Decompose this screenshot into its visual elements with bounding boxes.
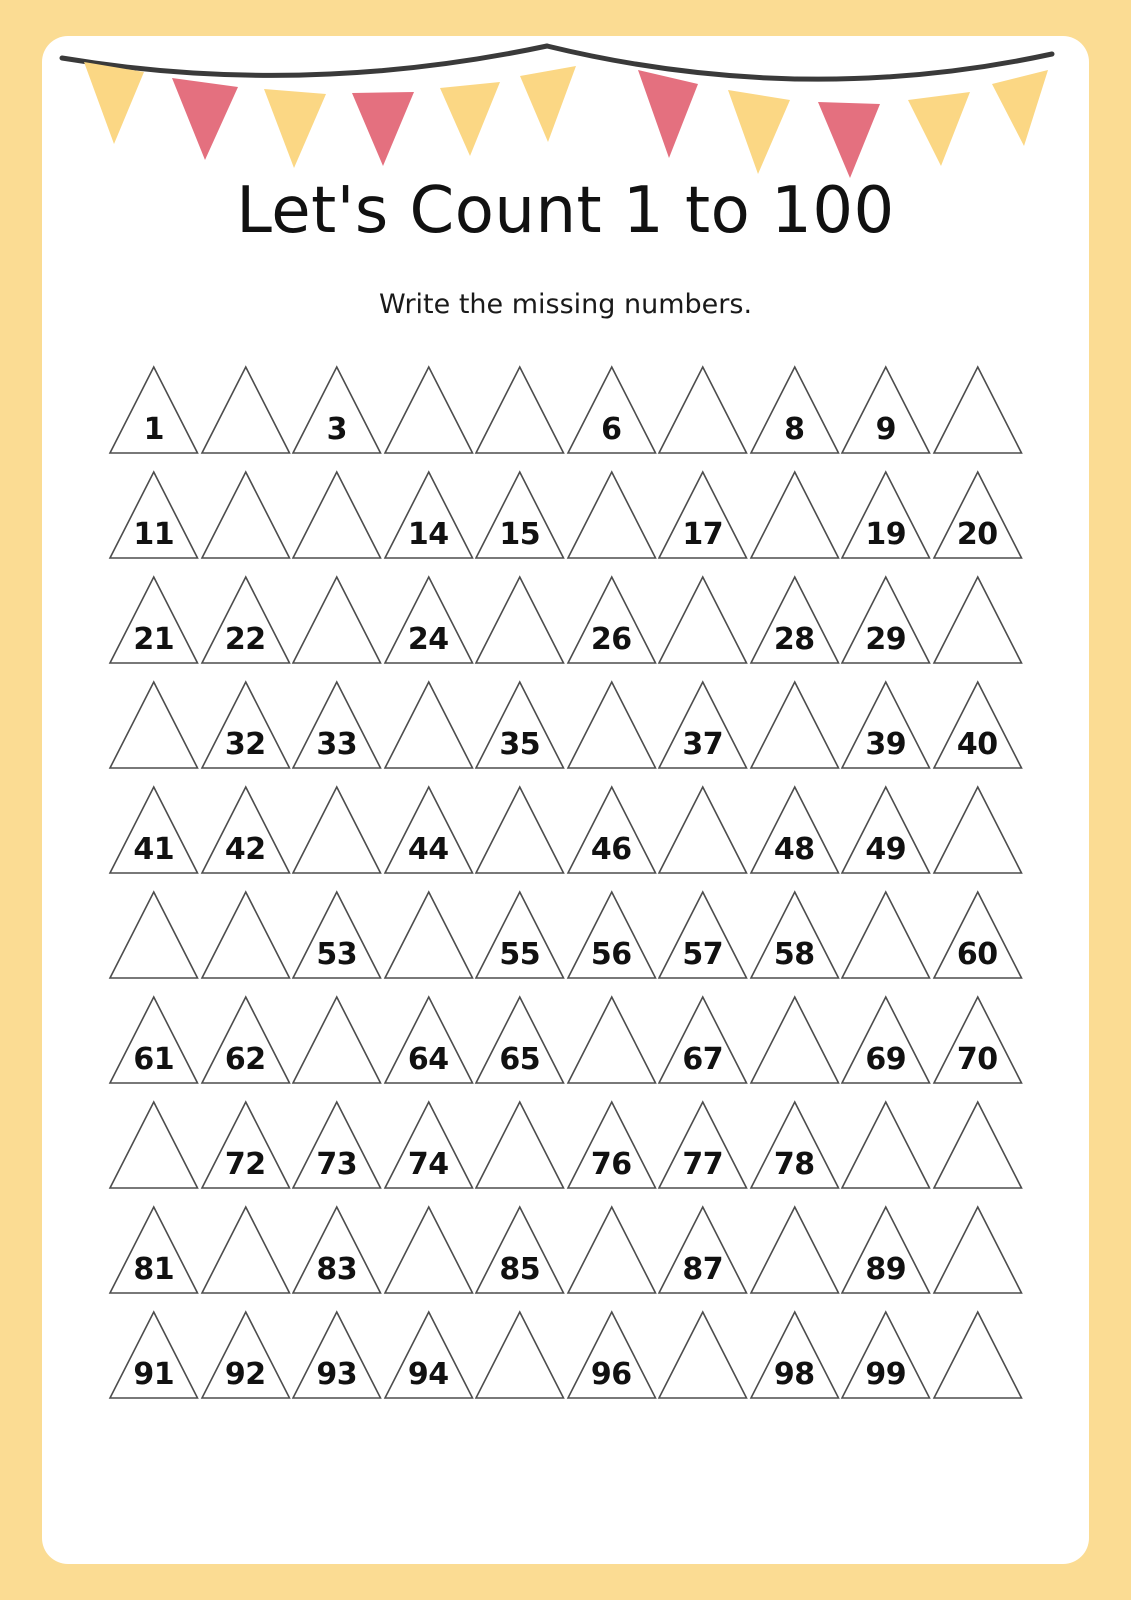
number-cell-blank[interactable] xyxy=(749,469,841,561)
number-cell-filled[interactable] xyxy=(657,679,749,771)
number-cell-filled[interactable] xyxy=(474,469,566,561)
cell-number: 58 xyxy=(773,937,815,972)
number-cell-filled[interactable] xyxy=(932,469,1024,561)
number-cell-blank[interactable] xyxy=(383,889,475,981)
number-cell-blank[interactable] xyxy=(840,889,932,981)
triangle-outline-icon xyxy=(474,1099,566,1191)
triangle-outline-icon xyxy=(291,784,383,876)
cell-number: 24 xyxy=(407,622,449,657)
cell-number: 57 xyxy=(682,937,724,972)
number-cell-filled[interactable] xyxy=(291,889,383,981)
cell-number: 83 xyxy=(316,1252,358,1287)
number-cell-filled[interactable] xyxy=(474,889,566,981)
cell-number: 87 xyxy=(682,1252,724,1287)
triangle-outline-icon xyxy=(657,1309,749,1401)
triangle-outline-icon xyxy=(932,1204,1024,1296)
number-cell-filled[interactable] xyxy=(566,889,658,981)
number-cell-blank[interactable] xyxy=(108,679,200,771)
triangle-outline-icon xyxy=(383,679,475,771)
grid-row xyxy=(108,469,1023,574)
triangle-outline-icon xyxy=(749,994,841,1086)
number-cell-filled[interactable] xyxy=(474,994,566,1086)
triangle-outline-icon xyxy=(383,889,475,981)
cell-number: 69 xyxy=(865,1042,907,1077)
number-cell-blank[interactable] xyxy=(657,784,749,876)
number-cell-blank[interactable] xyxy=(749,1204,841,1296)
triangle-outline-icon xyxy=(108,889,200,981)
number-cell-blank[interactable] xyxy=(474,1309,566,1401)
cell-number: 65 xyxy=(499,1042,541,1077)
cell-number: 74 xyxy=(407,1147,449,1182)
number-cell-blank[interactable] xyxy=(932,1204,1024,1296)
cell-number: 72 xyxy=(224,1147,266,1182)
cell-number: 94 xyxy=(407,1357,449,1392)
cell-number: 67 xyxy=(682,1042,724,1077)
number-cell-filled[interactable] xyxy=(108,994,200,1086)
number-cell-blank[interactable] xyxy=(474,784,566,876)
cell-number: 8 xyxy=(784,412,805,447)
cell-number: 85 xyxy=(499,1252,541,1287)
number-cell-filled[interactable] xyxy=(108,1204,200,1296)
cell-number: 70 xyxy=(956,1042,998,1077)
number-cell-blank[interactable] xyxy=(474,574,566,666)
cell-number: 78 xyxy=(773,1147,815,1182)
cell-number: 46 xyxy=(590,832,632,867)
number-cell-filled[interactable] xyxy=(932,889,1024,981)
number-cell-blank[interactable] xyxy=(383,679,475,771)
number-cell-filled[interactable] xyxy=(657,1204,749,1296)
number-cell-filled[interactable] xyxy=(383,1099,475,1191)
number-cell-blank[interactable] xyxy=(474,364,566,456)
number-cell-blank[interactable] xyxy=(932,1099,1024,1191)
cell-number: 26 xyxy=(590,622,632,657)
number-cell-filled[interactable] xyxy=(749,574,841,666)
cell-number: 53 xyxy=(316,937,358,972)
number-cell-filled[interactable] xyxy=(657,889,749,981)
number-cell-blank[interactable] xyxy=(200,889,292,981)
cell-number: 92 xyxy=(224,1357,266,1392)
cell-number: 96 xyxy=(590,1357,632,1392)
cell-number: 77 xyxy=(682,1147,724,1182)
number-cell-filled[interactable] xyxy=(932,679,1024,771)
number-cell-filled[interactable] xyxy=(291,1099,383,1191)
number-cell-filled[interactable] xyxy=(840,1204,932,1296)
cell-number: 44 xyxy=(407,832,449,867)
instruction-text: Write the missing numbers. xyxy=(378,289,753,320)
triangle-outline-icon xyxy=(840,889,932,981)
triangle-outline-icon xyxy=(749,679,841,771)
triangle-outline-icon xyxy=(566,679,658,771)
number-cell-filled[interactable] xyxy=(383,574,475,666)
number-cell-filled[interactable] xyxy=(566,1099,658,1191)
number-cell-filled[interactable] xyxy=(200,1099,292,1191)
triangle-outline-icon xyxy=(932,574,1024,666)
cell-number: 64 xyxy=(407,1042,449,1077)
number-cell-blank[interactable] xyxy=(932,364,1024,456)
number-cell-filled[interactable] xyxy=(932,994,1024,1086)
number-cell-blank[interactable] xyxy=(932,1309,1024,1401)
number-cell-blank[interactable] xyxy=(200,469,292,561)
number-cell-blank[interactable] xyxy=(566,1204,658,1296)
cell-number: 28 xyxy=(773,622,815,657)
cell-number: 61 xyxy=(133,1042,175,1077)
number-cell-blank[interactable] xyxy=(749,679,841,771)
grid-row xyxy=(108,1204,1023,1309)
triangle-outline-icon xyxy=(566,1204,658,1296)
number-cell-blank[interactable] xyxy=(291,574,383,666)
cell-number: 91 xyxy=(133,1357,175,1392)
cell-number: 17 xyxy=(682,517,724,552)
number-cell-filled[interactable] xyxy=(657,1099,749,1191)
number-cell-filled[interactable] xyxy=(108,469,200,561)
grid-row xyxy=(108,364,1023,469)
triangle-outline-icon xyxy=(566,994,658,1086)
number-cell-filled[interactable] xyxy=(291,1309,383,1401)
triangle-outline-icon xyxy=(474,574,566,666)
cell-number: 48 xyxy=(773,832,815,867)
number-cell-filled[interactable] xyxy=(566,574,658,666)
number-cell-filled[interactable] xyxy=(840,469,932,561)
cell-number: 98 xyxy=(773,1357,815,1392)
grid-row xyxy=(108,574,1023,679)
cell-number: 33 xyxy=(316,727,358,762)
cell-number: 29 xyxy=(865,622,907,657)
number-cell-filled[interactable] xyxy=(200,784,292,876)
cell-number: 22 xyxy=(224,622,266,657)
cell-number: 73 xyxy=(316,1147,358,1182)
triangle-outline-icon xyxy=(749,469,841,561)
grid-row xyxy=(108,889,1023,994)
number-cell-filled[interactable] xyxy=(108,574,200,666)
cell-number: 60 xyxy=(956,937,998,972)
triangle-outline-icon xyxy=(657,784,749,876)
triangle-outline-icon xyxy=(749,1204,841,1296)
cell-number: 99 xyxy=(865,1357,907,1392)
cell-number: 89 xyxy=(865,1252,907,1287)
number-cell-filled[interactable] xyxy=(840,364,932,456)
grid-row xyxy=(108,784,1023,889)
number-cell-filled[interactable] xyxy=(657,469,749,561)
cell-number: 56 xyxy=(590,937,632,972)
cell-number: 76 xyxy=(590,1147,632,1182)
number-cell-filled[interactable] xyxy=(383,469,475,561)
cell-number: 11 xyxy=(133,517,175,552)
triangle-outline-icon xyxy=(474,784,566,876)
number-cell-filled[interactable] xyxy=(383,994,475,1086)
number-cell-filled[interactable] xyxy=(108,1309,200,1401)
cell-number: 93 xyxy=(316,1357,358,1392)
cell-number: 14 xyxy=(407,517,449,552)
grid-row xyxy=(108,1309,1023,1414)
number-cell-blank[interactable] xyxy=(200,364,292,456)
number-cell-filled[interactable] xyxy=(749,1099,841,1191)
triangle-outline-icon xyxy=(200,1204,292,1296)
triangle-outline-icon xyxy=(657,574,749,666)
cell-number: 39 xyxy=(865,727,907,762)
triangle-outline-icon xyxy=(200,469,292,561)
triangle-outline-icon xyxy=(291,469,383,561)
number-cell-blank[interactable] xyxy=(566,994,658,1086)
cell-number: 42 xyxy=(224,832,266,867)
number-cell-blank[interactable] xyxy=(200,1204,292,1296)
cell-number: 49 xyxy=(865,832,907,867)
page-title: Let's Count 1 to 100 xyxy=(236,174,895,248)
number-cell-filled[interactable] xyxy=(474,1204,566,1296)
triangle-outline-icon xyxy=(200,364,292,456)
number-cell-blank[interactable] xyxy=(474,1099,566,1191)
number-cell-filled[interactable] xyxy=(749,889,841,981)
triangle-outline-icon xyxy=(291,574,383,666)
number-cell-filled[interactable] xyxy=(840,679,932,771)
number-cell-filled[interactable] xyxy=(383,1309,475,1401)
triangle-outline-icon xyxy=(932,1099,1024,1191)
triangle-outline-icon xyxy=(932,1309,1024,1401)
number-cell-blank[interactable] xyxy=(108,889,200,981)
number-cell-filled[interactable] xyxy=(749,1309,841,1401)
cell-number: 37 xyxy=(682,727,724,762)
cell-number: 81 xyxy=(133,1252,175,1287)
triangle-outline-icon xyxy=(657,364,749,456)
number-cell-filled[interactable] xyxy=(840,1309,932,1401)
cell-number: 35 xyxy=(499,727,541,762)
cell-number: 3 xyxy=(326,412,347,447)
number-cell-blank[interactable] xyxy=(291,994,383,1086)
triangle-outline-icon xyxy=(474,1309,566,1401)
cell-number: 15 xyxy=(499,517,541,552)
number-cell-filled[interactable] xyxy=(566,364,658,456)
number-cell-blank[interactable] xyxy=(291,469,383,561)
triangle-outline-icon xyxy=(108,1099,200,1191)
triangle-outline-icon xyxy=(108,679,200,771)
cell-number: 1 xyxy=(143,412,164,447)
number-cell-filled[interactable] xyxy=(108,364,200,456)
number-cell-filled[interactable] xyxy=(200,994,292,1086)
number-grid xyxy=(108,364,1023,1414)
cell-number: 32 xyxy=(224,727,266,762)
cell-number: 41 xyxy=(133,832,175,867)
number-cell-filled[interactable] xyxy=(749,784,841,876)
number-cell-filled[interactable] xyxy=(840,574,932,666)
number-cell-filled[interactable] xyxy=(566,784,658,876)
number-cell-filled[interactable] xyxy=(566,1309,658,1401)
number-cell-blank[interactable] xyxy=(108,1099,200,1191)
number-cell-filled[interactable] xyxy=(749,364,841,456)
number-cell-blank[interactable] xyxy=(932,574,1024,666)
number-cell-filled[interactable] xyxy=(291,1204,383,1296)
number-cell-blank[interactable] xyxy=(383,364,475,456)
number-cell-blank[interactable] xyxy=(657,574,749,666)
grid-row xyxy=(108,994,1023,1099)
cell-number: 62 xyxy=(224,1042,266,1077)
triangle-outline-icon xyxy=(291,994,383,1086)
number-cell-blank[interactable] xyxy=(566,469,658,561)
number-cell-blank[interactable] xyxy=(657,364,749,456)
triangle-outline-icon xyxy=(200,889,292,981)
triangle-outline-icon xyxy=(840,1099,932,1191)
triangle-outline-icon xyxy=(474,364,566,456)
cell-number: 6 xyxy=(601,412,622,447)
number-cell-filled[interactable] xyxy=(291,679,383,771)
number-cell-filled[interactable] xyxy=(657,994,749,1086)
number-cell-blank[interactable] xyxy=(566,679,658,771)
number-cell-filled[interactable] xyxy=(200,679,292,771)
triangle-outline-icon xyxy=(566,469,658,561)
worksheet-sheet xyxy=(42,36,1089,1564)
cell-number: 9 xyxy=(875,412,896,447)
number-cell-blank[interactable] xyxy=(383,1204,475,1296)
cell-number: 19 xyxy=(865,517,907,552)
number-cell-blank[interactable] xyxy=(840,1099,932,1191)
triangle-outline-icon xyxy=(932,364,1024,456)
number-cell-blank[interactable] xyxy=(749,994,841,1086)
triangle-outline-icon xyxy=(383,1204,475,1296)
number-cell-blank[interactable] xyxy=(932,784,1024,876)
number-cell-filled[interactable] xyxy=(840,784,932,876)
number-cell-blank[interactable] xyxy=(657,1309,749,1401)
number-cell-filled[interactable] xyxy=(383,784,475,876)
number-cell-filled[interactable] xyxy=(200,1309,292,1401)
triangle-outline-icon xyxy=(383,364,475,456)
number-cell-filled[interactable] xyxy=(108,784,200,876)
cell-number: 55 xyxy=(499,937,541,972)
number-cell-filled[interactable] xyxy=(840,994,932,1086)
grid-row xyxy=(108,679,1023,784)
number-cell-filled[interactable] xyxy=(200,574,292,666)
triangle-outline-icon xyxy=(932,784,1024,876)
cell-number: 40 xyxy=(956,727,998,762)
number-cell-blank[interactable] xyxy=(291,784,383,876)
number-cell-filled[interactable] xyxy=(474,679,566,771)
number-cell-filled[interactable] xyxy=(291,364,383,456)
grid-row xyxy=(108,1099,1023,1204)
cell-number: 21 xyxy=(133,622,175,657)
cell-number: 20 xyxy=(956,517,998,552)
